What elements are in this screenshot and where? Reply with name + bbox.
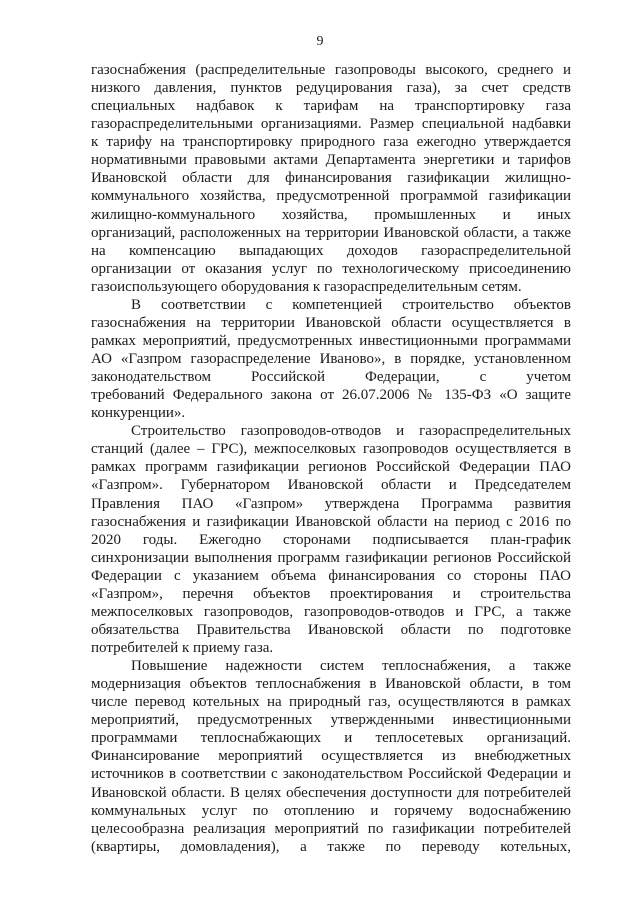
paragraph [91,657,571,856]
text-line: числе перевод котельных на природный газ, осуществляются в рамках [91,694,571,711]
text-line: конкуренции». [91,405,186,422]
text-line: целесообразна реализация мероприятий по газификации потребителей [91,820,571,837]
text-line: рамках мероприятий, предусмотренных инвестиционными программами [91,332,571,349]
text-line: обязательства Правительства Ивановской области по подготовке [91,621,571,638]
text-line: рамках программ газификации регионов Российской Федерации ПАО [91,459,571,476]
paragraph [91,422,571,657]
text-line: Правления ПАО «Газпром» утверждена Программа развития [91,495,571,512]
text-line: жилищно-коммунального хозяйства, промышленных и иных [91,206,571,223]
text-line: законодательством Российской Федерации, с учетом [91,369,571,386]
text-line: газоиспользующего оборудования к газораспределительным сетям. [91,278,522,295]
text-line: межпоселковых газопроводов, газопроводов-отводов и ГРС, а также [91,603,571,620]
text-line: программами теплоснабжающих и теплосетевых организаций. [91,730,571,747]
text-line: «Газпром». Губернатором Ивановской области и Председателем [91,477,571,494]
text-line: Ивановской области. В целях обеспечения доступности для потребителей [91,784,571,801]
text-line: АО «Газпром газораспределение Иваново», в порядке, установленном [91,351,571,367]
text-line: станций (далее – ГРС), межпоселковых газопроводов осуществляется в [91,441,571,458]
text-line: газоснабжения на территории Ивановской области осуществляется в [91,314,571,331]
text-line: (квартиры, домовладения), а также по переводу котельных, [91,838,571,855]
text-line: мероприятий, предусмотренных утвержденными инвестиционными [91,712,571,729]
text-line: Федерации с указанием объема финансирования со стороны ПАО [91,567,571,584]
body-text [91,61,571,856]
text-line: источников в соответствии с законодательством Российской Федерации и [91,766,571,783]
text-line: коммунального хозяйства, предусмотренной программой газификации [91,188,571,205]
text-line: организаций, расположенных на территории Ивановской области, а также [91,224,571,241]
text-line: на компенсацию выпадающих доходов газораспределительной [91,242,571,259]
text-line: синхронизации выполнения программ газификации регионов Российской [91,549,571,566]
text-line: к тарифу на транспортировку природного газа ежегодно утверждается [91,134,571,151]
text-line: нормативными правовыми актами Департамента энергетики и тарифов [91,152,571,169]
text-line: Финансирование мероприятий осуществляется из внебюджетных [91,748,571,765]
paragraph [91,61,571,296]
text-line: требований Федерального закона от 26.07.2006 № 135-ФЗ «О защите [91,387,571,404]
paragraph [91,296,571,422]
text-line: газоснабжения и газификации Ивановской области на период с 2016 по [91,513,571,530]
text-line: Ивановской области для финансирования газификации жилищно- [91,170,571,187]
text-line: коммунальных услуг по отоплению и горячему водоснабжению [91,802,571,819]
text-line: «Газпром», перечня объектов проектирования и строительства [91,585,571,602]
text-line: газораспределительными организациями. Размер специальной надбавки [91,116,571,133]
text-line: организации от оказания услуг по технологическому присоединению [91,260,571,277]
text-line: Строительство газопроводов-отводов и газораспределительных [131,423,571,440]
text-line: низкого давления, пунктов редуцирования газа), за счет средств [91,80,571,97]
text-line: 2020 годы. Ежегодно сторонами подписывается план-график [91,531,571,548]
text-line: В соответствии с компетенцией строительство объектов [131,296,571,313]
text-line: специальных надбавок к тарифам на транспортировку газа [91,98,571,115]
text-line: Повышение надежности систем теплоснабжения, а также [131,658,571,675]
page-number: 9 [316,34,324,49]
text-line: модернизация объектов теплоснабжения в Ивановской области, в том [91,676,571,693]
text-line: потребителей к приему газа. [91,640,274,656]
text-line: газоснабжения (распределительные газопроводы высокого, среднего и [91,62,571,78]
